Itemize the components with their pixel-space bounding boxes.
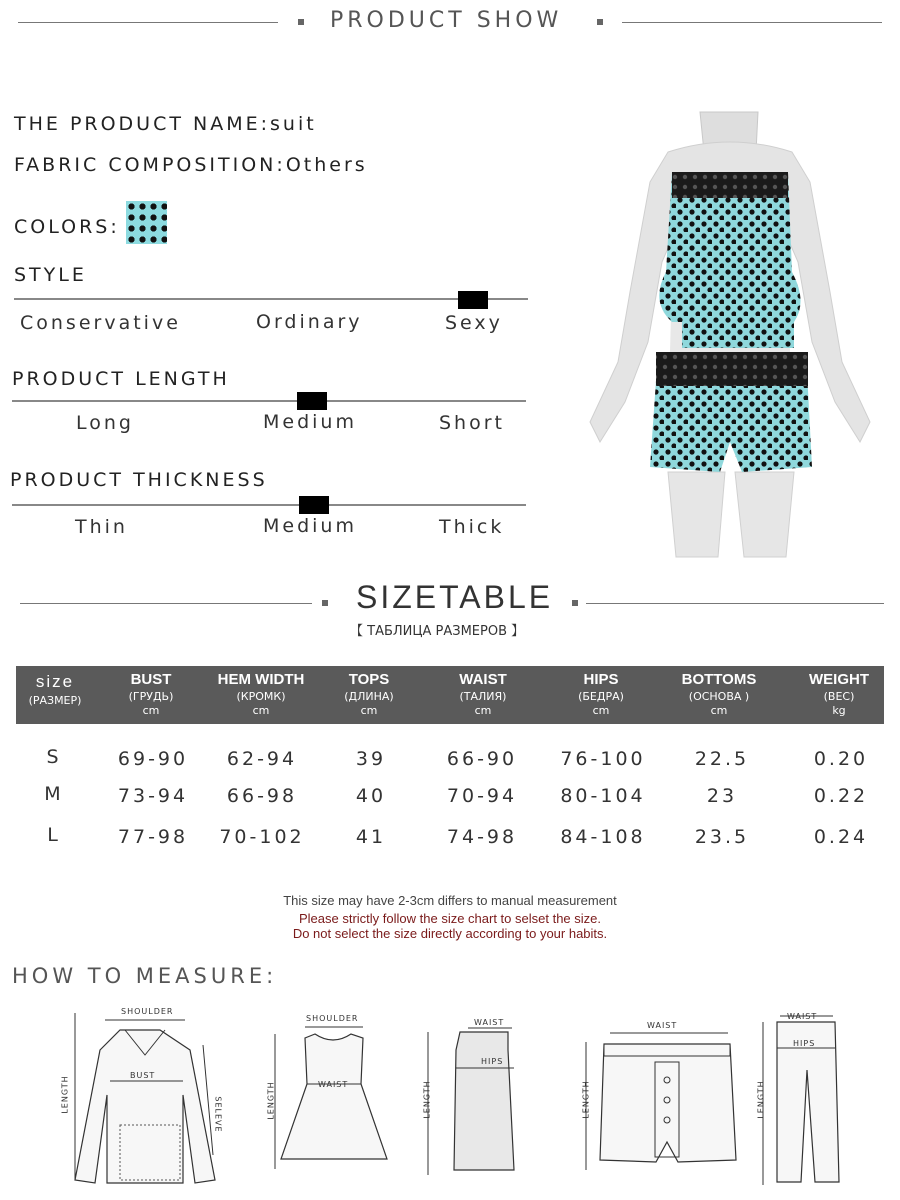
column-header-tops-ru: (ДЛИНА)	[344, 690, 394, 703]
product-name-value: suit	[270, 113, 317, 135]
jacket-shoulder-label: SHOULDER	[121, 1007, 174, 1016]
color-swatch-polka-dot[interactable]	[126, 201, 167, 244]
style-option-sexy: Sexy	[445, 312, 503, 334]
column-header-tops	[328, 666, 410, 724]
thickness-option-medium: Medium	[263, 515, 357, 537]
cell-size: L	[47, 824, 61, 846]
skirt-waist-label: WAIST	[474, 1018, 505, 1027]
dress-shoulder-label: SHOULDER	[306, 1014, 359, 1023]
column-header-bottoms-unit: cm	[710, 704, 728, 717]
cell-weight: 0.22	[813, 785, 869, 807]
column-header-waist-ru: (ТАЛИЯ)	[459, 690, 507, 703]
column-header-tops-en: TOPS	[348, 671, 390, 688]
column-header-hem-width-ru: (КРОМК)	[236, 690, 286, 703]
header-rule-right	[622, 22, 882, 23]
sizetable-header	[16, 666, 884, 724]
column-header-weight-en: WEIGHT	[809, 671, 869, 688]
how-to-measure-title: HOW TO MEASURE:	[12, 964, 278, 988]
column-header-weight-ru: (ВЕС)	[823, 690, 855, 703]
sizetable-subtitle: 【 ТАБЛИЦА РАЗМЕРОВ 】	[350, 624, 525, 639]
cell-size: S	[46, 746, 62, 768]
cell-bottoms: 23	[706, 785, 738, 807]
style-scale-marker	[458, 291, 488, 309]
cell-hips: 80-104	[560, 785, 646, 807]
header-square-right	[597, 19, 603, 25]
cell-waist: 70-94	[446, 785, 518, 807]
cell-weight: 0.24	[813, 826, 869, 848]
column-header-waist-unit: cm	[474, 704, 492, 717]
note-do-not-select-by-habit: Do not select the size directly according to your habits.	[292, 926, 608, 941]
shorts-drawing	[580, 1030, 740, 1170]
column-header-hips-en: HIPS	[583, 671, 619, 688]
dress-length-label: LENGTH	[266, 1081, 276, 1120]
pants-hips-label: HIPS	[793, 1039, 816, 1048]
column-header-hips-unit: cm	[592, 704, 610, 717]
column-header-weight-unit: kg	[832, 704, 846, 717]
cell-bust: 73-94	[117, 785, 189, 807]
length-option-short: Short	[439, 412, 505, 434]
header-square-left	[298, 19, 304, 25]
fabric-label: FABRIC COMPOSITION:	[14, 154, 286, 176]
cell-hips: 84-108	[560, 826, 646, 848]
header-rule-left	[18, 22, 278, 23]
fabric-composition	[14, 154, 368, 176]
column-header-weight	[798, 666, 880, 724]
fabric-value: Others	[285, 154, 368, 176]
product-photo	[580, 112, 880, 557]
column-header-bottoms-ru: (ОСНОВА )	[688, 690, 750, 703]
cell-bust: 69-90	[117, 748, 189, 770]
column-header-bust-en: BUST	[130, 671, 172, 688]
thickness-scale-title: PRODUCT THICKNESS	[10, 469, 268, 491]
column-header-bust	[108, 666, 194, 724]
skirt-drawing	[420, 1020, 510, 1175]
jacket-length-label: LENGTH	[60, 1075, 70, 1114]
jacket-drawing	[65, 1005, 215, 1185]
product-name-label: THE PRODUCT NAME:	[14, 113, 271, 135]
column-header-hem-width-unit: cm	[252, 704, 270, 717]
cell-weight: 0.20	[813, 748, 869, 770]
sizetable-rule-left	[20, 603, 312, 604]
cell-hips: 76-100	[560, 748, 646, 770]
thickness-scale-marker	[299, 496, 329, 514]
column-header-hem-width	[200, 666, 322, 724]
cell-tops: 41	[355, 826, 387, 848]
length-scale-marker	[297, 392, 327, 410]
thickness-option-thin: Thin	[75, 516, 128, 538]
sizetable-square-left	[322, 600, 328, 606]
style-option-ordinary: Ordinary	[256, 311, 363, 333]
shorts-waist-label: WAIST	[647, 1021, 678, 1030]
style-scale-line	[14, 298, 528, 300]
column-header-waist	[436, 666, 530, 724]
pants-waist-label: WAIST	[787, 1012, 818, 1021]
column-header-tops-unit: cm	[360, 704, 378, 717]
style-scale-title: STYLE	[14, 264, 87, 286]
column-header-hem-width-en: HEM WIDTH	[217, 671, 305, 688]
thickness-option-thick: Thick	[439, 516, 505, 538]
column-header-hips	[556, 666, 646, 724]
column-header-size-ru: (РАЗМЕР)	[28, 694, 82, 707]
cell-hem-width: 70-102	[219, 826, 305, 848]
product-name	[14, 113, 317, 135]
cell-size: M	[44, 783, 64, 805]
column-header-bottoms-en: BOTTOMS	[681, 671, 757, 688]
note-measurement-difference: This size may have 2-3cm differs to manual measurement	[283, 893, 617, 908]
dress-drawing	[265, 1024, 395, 1169]
length-scale-line	[12, 400, 526, 402]
skirt-length-label: LENGTH	[422, 1080, 432, 1119]
length-scale-title: PRODUCT LENGTH	[12, 368, 230, 390]
sizetable-square-right	[572, 600, 578, 606]
cell-tops: 39	[355, 748, 387, 770]
cell-bottoms: 22.5	[694, 748, 750, 770]
note-follow-size-chart: Please strictly follow the size chart to selset the size.	[298, 911, 601, 926]
cell-tops: 40	[355, 785, 387, 807]
pants-length-label: LENGTH	[756, 1080, 766, 1119]
column-header-size	[16, 666, 94, 724]
cell-hem-width: 62-94	[226, 748, 298, 770]
style-option-conservative: Conservative	[20, 312, 181, 334]
length-option-long: Long	[76, 412, 134, 434]
pants-drawing	[755, 1010, 845, 1185]
shorts-length-label: LENGTH	[581, 1080, 591, 1119]
cell-waist: 74-98	[446, 826, 518, 848]
sizetable-title: SIZETABLE	[356, 579, 554, 615]
column-header-bust-unit: cm	[142, 704, 160, 717]
column-header-bottoms	[666, 666, 772, 724]
skirt-hips-label: HIPS	[481, 1057, 504, 1066]
cell-bust: 77-98	[117, 826, 189, 848]
cell-hem-width: 66-98	[226, 785, 298, 807]
cell-bottoms: 23.5	[694, 826, 750, 848]
column-header-bust-ru: (ГРУДЬ)	[128, 690, 174, 703]
jacket-sleeve-label: SELEVE	[213, 1096, 223, 1133]
product-show-title: PRODUCT SHOW	[330, 8, 563, 33]
cell-waist: 66-90	[446, 748, 518, 770]
jacket-bust-label: BUST	[130, 1071, 156, 1080]
column-header-waist-en: WAIST	[459, 671, 507, 688]
sizetable-rule-right	[586, 603, 884, 604]
column-header-hips-ru: (БЕДРА)	[578, 690, 624, 703]
length-option-medium: Medium	[263, 411, 357, 433]
column-header-size-en: size	[35, 672, 75, 691]
dress-waist-label: WAIST	[318, 1080, 349, 1089]
thickness-scale-line	[12, 504, 526, 506]
colors-label: COLORS:	[14, 216, 120, 238]
